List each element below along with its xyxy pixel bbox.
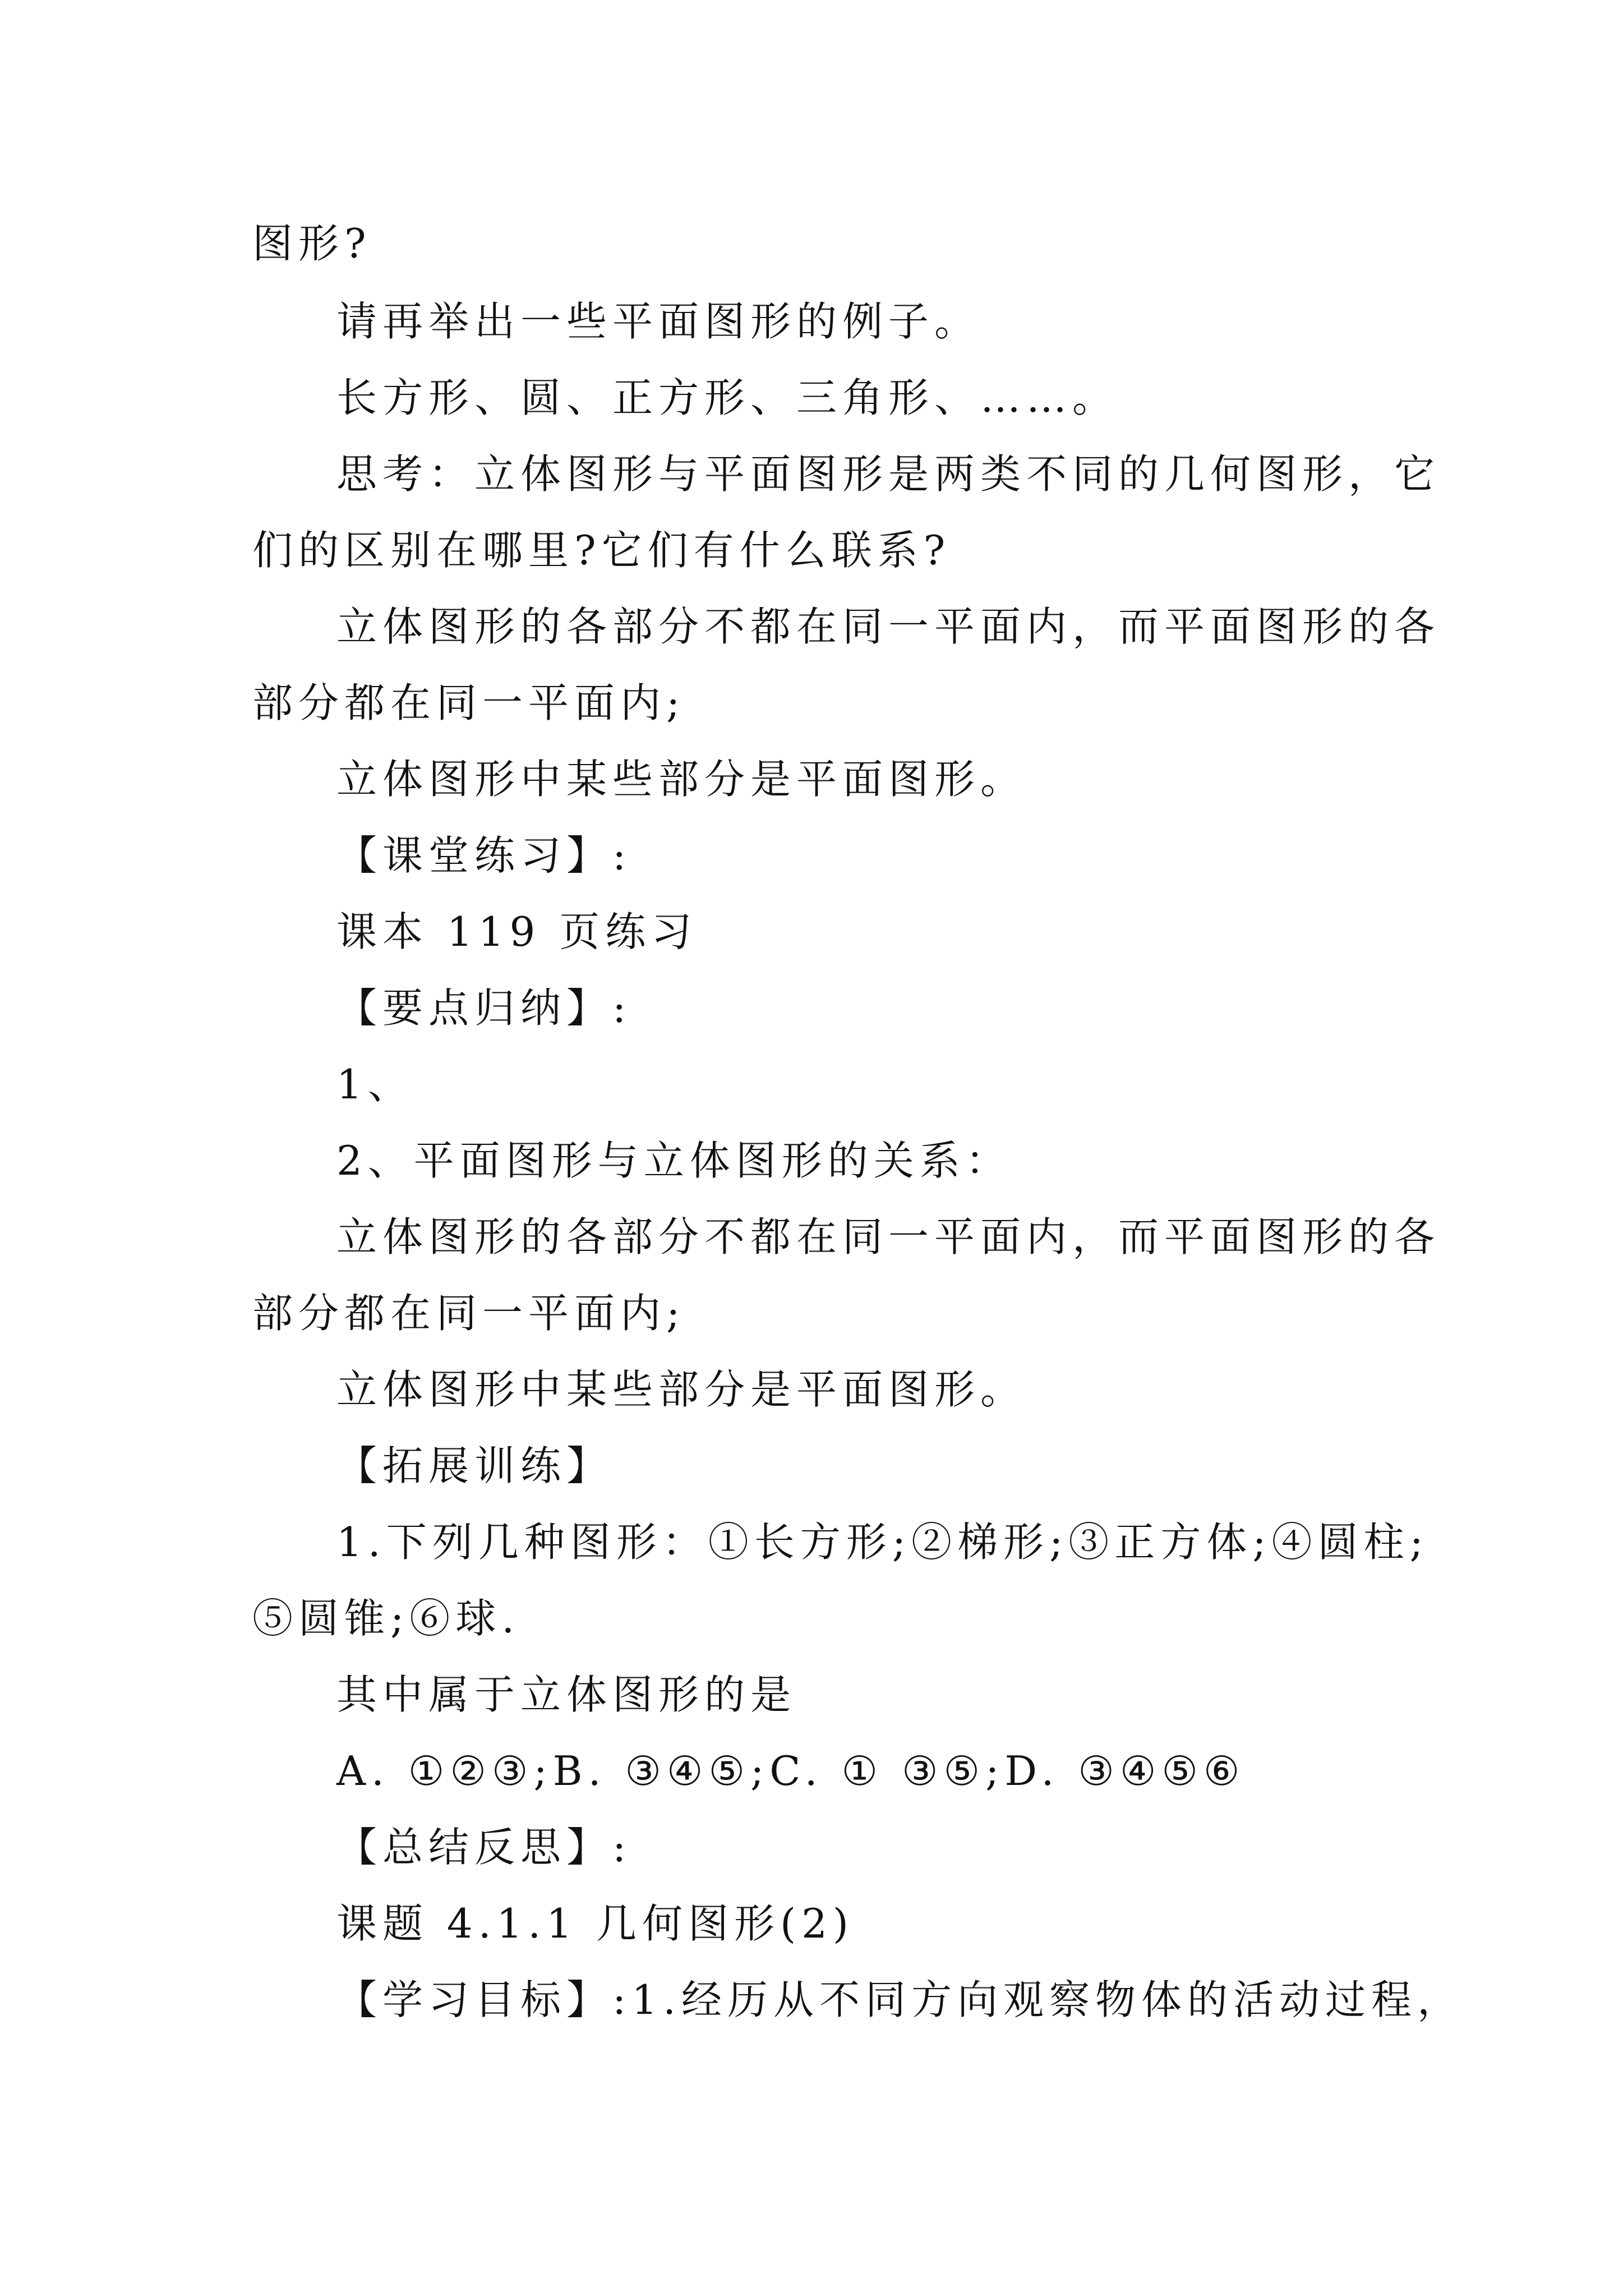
text-line: 立体图形中某些部分是平面图形。	[336, 1366, 1027, 1413]
section-heading: 【学习目标】:1.经历从不同方向观察物体的活动过程，	[336, 1976, 1463, 2023]
text-line: 1、	[336, 1061, 414, 1108]
text-line: 思考：立体图形与平面图形是两类不同的几何图形，它	[336, 450, 1441, 498]
text-line: 课本 119 页练习	[336, 908, 698, 955]
section-heading: 【拓展训练】	[336, 1442, 613, 1489]
text-line: 立体图形的各部分不都在同一平面内，而平面图形的各	[336, 1213, 1441, 1260]
section-heading: 【要点归纳】:	[336, 984, 632, 1032]
section-heading: 【总结反思】:	[336, 1824, 632, 1871]
text-line: ⑤圆锥;⑥球.	[252, 1595, 520, 1642]
text-line: 图形?	[252, 220, 372, 267]
text-line: 长方形、圆、正方形、三角形、……。	[336, 374, 1119, 421]
text-line: 其中属于立体图形的是	[336, 1671, 797, 1718]
section-heading: 【课堂练习】:	[336, 832, 632, 879]
answer-options: A. ①②③;B. ③④⑤;C. ① ③⑤;D. ③④⑤⑥	[336, 1747, 1246, 1795]
text-line: 立体图形中某些部分是平面图形。	[336, 756, 1027, 803]
text-line: 立体图形的各部分不都在同一平面内，而平面图形的各	[336, 603, 1441, 650]
text-line: 1.下列几种图形：①长方形;②梯形;③正方体;④圆柱;	[336, 1519, 1429, 1566]
text-line: 2、平面图形与立体图形的关系：	[336, 1137, 1012, 1184]
text-line: 部分都在同一平面内;	[252, 679, 686, 726]
text-line: 课题 4.1.1 几何图形(2)	[336, 1900, 854, 1947]
text-line: 们的区别在哪里?它们有什么联系?	[252, 527, 951, 574]
text-line: 部分都在同一平面内;	[252, 1290, 686, 1337]
text-line: 请再举出一些平面图形的例子。	[336, 298, 981, 345]
